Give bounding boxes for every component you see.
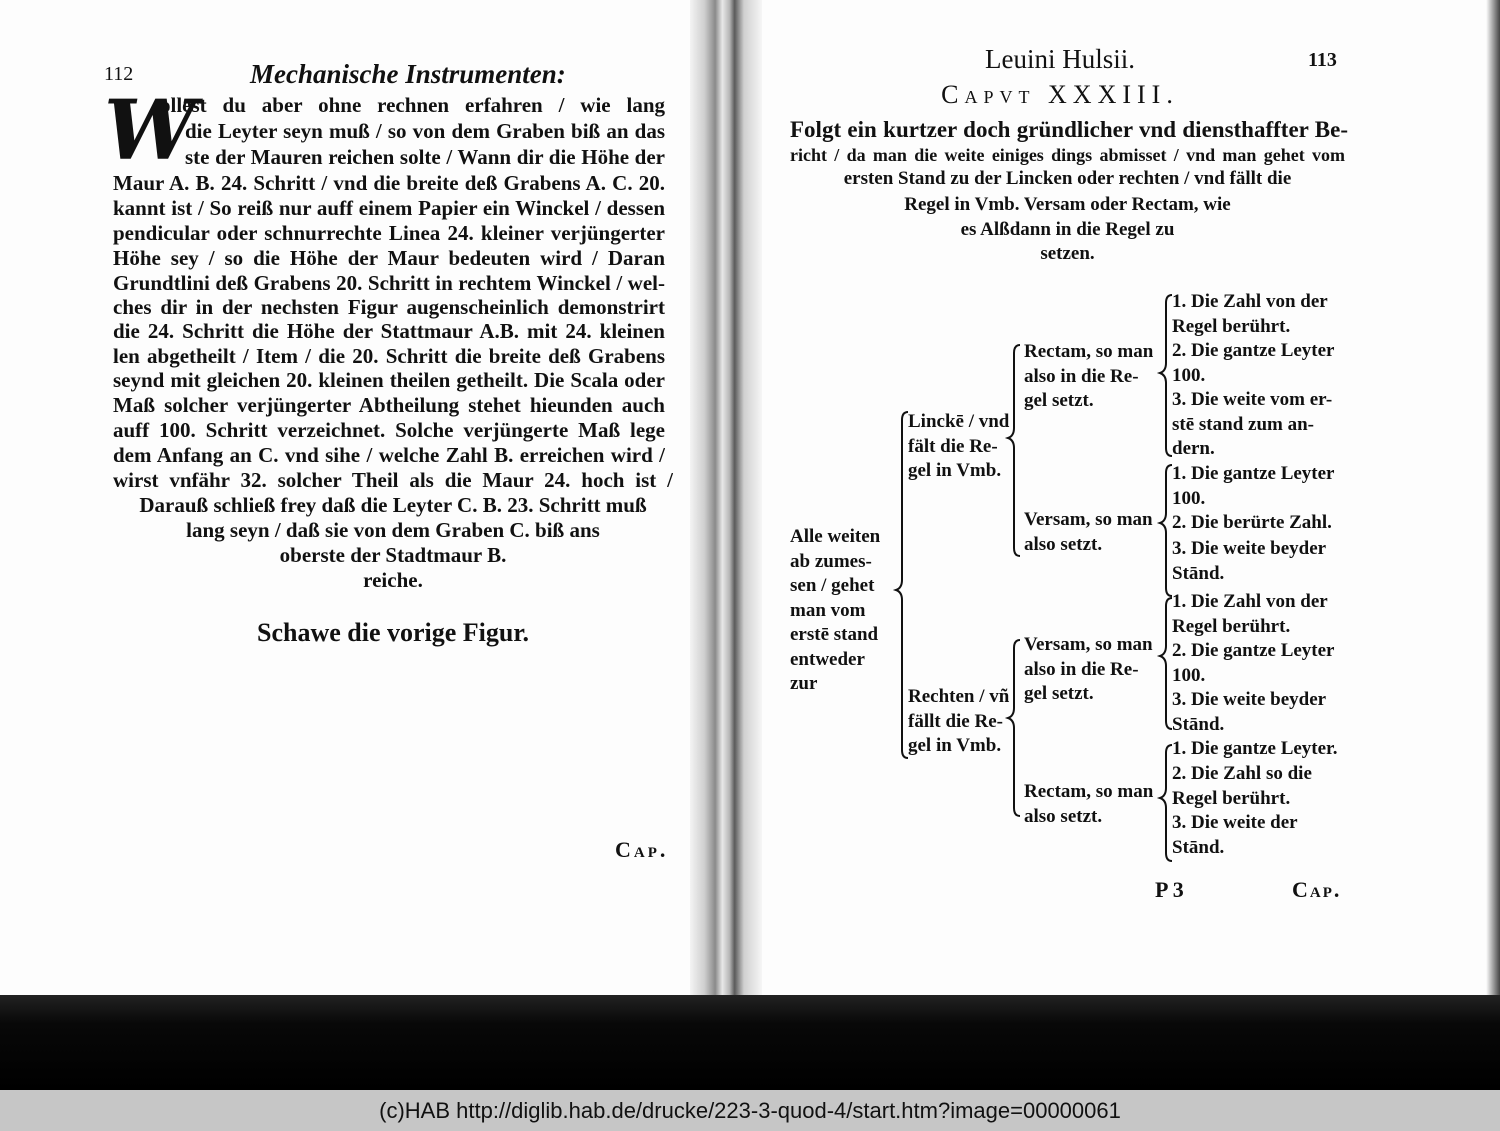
tree-leaf: 2. Die gantze Leyter 100. <box>1172 340 1335 386</box>
text-line: auff 100. Schritt verzeichnet. Solche verjüngerte Maß lege <box>113 418 665 442</box>
catchword: Cap. <box>615 837 669 862</box>
chapter-heading: Capvt XXXIII. <box>941 80 1179 109</box>
drop-cap-initial: W <box>104 83 197 179</box>
scan-background <box>0 995 1500 1090</box>
tree-leaf: 1. Die Zahl von der Regel berührt. <box>1172 291 1328 337</box>
text-line: reiche. <box>363 568 423 592</box>
catchword: Cap. <box>1292 877 1342 902</box>
tree-leaf: 2. Die Zahl so die Regel berührt. <box>1172 763 1312 809</box>
text-line: dem Anfang an C. vnd sihe / welche Zahl B. erreichen wird / <box>113 443 665 467</box>
chapter-title-line: setzen. <box>1040 243 1095 264</box>
text-line: Maur A. B. 24. Schritt / vnd die breite deß Grabens A. C. 20. <box>113 171 665 195</box>
running-head: Mechanische Instrumenten: <box>250 59 566 89</box>
chapter-title-line: richt / da man die weite einiges dings abmisset / vnd man gehet vom <box>790 145 1345 165</box>
tree-node-rectam: Rectam, so man also in die Re- gel setzt. <box>1024 341 1154 411</box>
tree-root: Alle weiten ab zumes- sen / gehet man vom erstē stand entweder zur <box>790 526 881 694</box>
chapter-title-line: es Alßdann in die Regel zu <box>960 219 1175 240</box>
tree-node-versam: Versam, so man also in die Re- gel setzt. <box>1024 634 1153 704</box>
text-line: oberste der Stadtmaur B. <box>279 543 507 567</box>
tree-leaf: 3. Die weite der Stānd. <box>1172 812 1298 858</box>
text-line: die 24. Schritt die Höhe der Stattmaur A.B. mit 24. kleinen <box>113 319 665 343</box>
text-line: ches dir in der nechsten Figur augenscheinlich demonstrirt <box>113 295 665 319</box>
page-number: 112 <box>104 63 134 85</box>
text-line: Darauß schließ frey daß die Leyter C. B. 23. Schritt muß <box>139 493 647 517</box>
text-line: ollest du aber ohne rechnen erfahren / wie lang <box>160 93 665 117</box>
text-line: ste der Mauren reichen solte / Wann dir die Höhe der <box>185 145 665 169</box>
text-line: wirst vnfähr 32. solcher Theil als die Maur 24. hoch ist / <box>113 468 673 492</box>
tree-leaf: 3. Die weite beyder Stānd. <box>1172 538 1327 584</box>
text-line: len abgetheilt / Item / die 20. Schritt die breite deß Grabens <box>113 344 665 368</box>
tree-leaf: 2. Die berürte Zahl. <box>1172 512 1332 533</box>
text-line: Höhe sey / so die Höhe der Maur bedeuten wird / Daran <box>113 246 665 270</box>
tree-node-rechten: Rechten / vñ fällt die Re- gel in Vmb. <box>908 686 1010 756</box>
tree-leaf: 3. Die weite beyder Stānd. <box>1172 689 1327 735</box>
text-line: Maß solcher verjüngerter Abtheilung stehet hieunden auch <box>113 393 665 417</box>
closing-note: Schawe die vorige Figur. <box>256 618 530 647</box>
copyright-footer: (c)HAB http://diglib.hab.de/drucke/223-3-quod-4/start.htm?image=00000061 <box>0 1090 1500 1131</box>
tree-leaf: 1. Die gantze Leyter. <box>1172 738 1338 759</box>
tree-node-lincken: Linckē / vnd fält die Re- gel in Vmb. <box>908 411 1010 481</box>
text-line: pendicular oder schnurrechte Linea 24. kleiner verjüngerter <box>113 221 665 245</box>
chapter-title-line: ersten Stand zu der Lincken oder rechten / vnd fällt die <box>843 168 1292 189</box>
text-line: Grundtlini deß Grabens 20. Schritt in rechtem Winckel / wel- <box>113 271 665 295</box>
chapter-title-line: Regel in Vmb. Versam oder Rectam, wie <box>904 194 1231 215</box>
tree-node-versam: Versam, so man also setzt. <box>1024 509 1153 555</box>
running-head: Leuini Hulsii. <box>985 44 1135 74</box>
tree-leaf: 2. Die gantze Leyter 100. <box>1172 640 1335 686</box>
page-number: 113 <box>1308 49 1337 71</box>
tree-leaf: 1. Die Zahl von der Regel berührt. <box>1172 591 1328 637</box>
chapter-title-line: Folgt ein kurtzer doch gründlicher vnd diensthaffter Be- <box>790 117 1348 142</box>
tree-leaf: 1. Die gantze Leyter 100. <box>1172 463 1335 509</box>
text-line: lang seyn / daß sie von dem Graben C. biß ans <box>186 518 600 542</box>
signature-mark: P 3 <box>1155 877 1184 902</box>
tree-leaf: 3. Die weite vom er- stē stand zum an- dern. <box>1172 389 1333 459</box>
tree-node-rectam: Rectam, so man also setzt. <box>1024 781 1154 827</box>
text-line: kannt ist / So reiß nur auff einem Papier ein Winckel / dessen <box>113 196 665 220</box>
text-line: die Leyter seyn muß / so von dem Graben biß an das <box>185 119 665 143</box>
text-line: seynd mit gleichen 20. kleinen theilen getheilt. Die Scala oder <box>113 368 665 392</box>
